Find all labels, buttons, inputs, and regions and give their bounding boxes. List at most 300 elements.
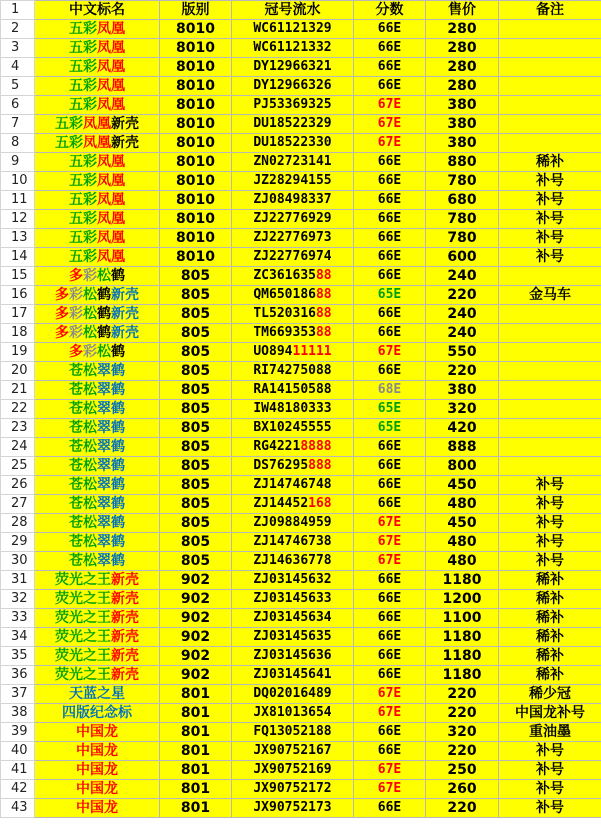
version-cell[interactable]: 805 — [160, 400, 232, 419]
row-number[interactable]: 9 — [1, 153, 35, 172]
name-cell[interactable] — [35, 476, 160, 495]
row-number[interactable]: 1 — [1, 1, 35, 20]
name-cell[interactable] — [35, 153, 160, 172]
row-number[interactable]: 37 — [1, 685, 35, 704]
note-cell[interactable]: 补号 — [499, 229, 601, 248]
serial-cell[interactable] — [232, 476, 354, 495]
serial-cell[interactable] — [232, 39, 354, 58]
note-cell[interactable]: 补号 — [499, 191, 601, 210]
row-number[interactable]: 30 — [1, 552, 35, 571]
header-cell-price[interactable]: 售价 — [426, 1, 499, 20]
score-cell[interactable] — [354, 457, 426, 476]
note-cell[interactable]: 稀补 — [499, 590, 601, 609]
note-cell[interactable]: 补号 — [499, 780, 601, 799]
score-cell[interactable] — [354, 153, 426, 172]
score-cell[interactable] — [354, 647, 426, 666]
serial-cell[interactable] — [232, 799, 354, 818]
price-cell[interactable]: 480 — [426, 495, 499, 514]
version-cell[interactable]: 8010 — [160, 96, 232, 115]
note-cell[interactable]: 稀补 — [499, 628, 601, 647]
score-cell[interactable] — [354, 305, 426, 324]
version-cell[interactable]: 8010 — [160, 229, 232, 248]
name-cell[interactable] — [35, 77, 160, 96]
version-cell[interactable]: 805 — [160, 381, 232, 400]
note-cell[interactable] — [499, 305, 601, 324]
serial-cell[interactable] — [232, 134, 354, 153]
version-cell[interactable]: 902 — [160, 609, 232, 628]
version-cell[interactable]: 801 — [160, 685, 232, 704]
version-cell[interactable]: 902 — [160, 647, 232, 666]
version-cell[interactable]: 8010 — [160, 172, 232, 191]
row-number[interactable]: 39 — [1, 723, 35, 742]
version-cell[interactable]: 8010 — [160, 248, 232, 267]
price-cell[interactable]: 320 — [426, 723, 499, 742]
note-cell[interactable] — [499, 381, 601, 400]
price-cell[interactable]: 220 — [426, 685, 499, 704]
name-cell[interactable] — [35, 210, 160, 229]
serial-cell[interactable] — [232, 742, 354, 761]
note-cell[interactable]: 补号 — [499, 172, 601, 191]
note-cell[interactable]: 稀补 — [499, 647, 601, 666]
note-cell[interactable] — [499, 419, 601, 438]
price-cell[interactable]: 1200 — [426, 590, 499, 609]
serial-cell[interactable] — [232, 172, 354, 191]
note-cell[interactable] — [499, 362, 601, 381]
name-cell[interactable] — [35, 704, 160, 723]
score-cell[interactable] — [354, 419, 426, 438]
row-number[interactable]: 43 — [1, 799, 35, 818]
serial-cell[interactable] — [232, 267, 354, 286]
row-number[interactable]: 12 — [1, 210, 35, 229]
price-cell[interactable]: 250 — [426, 761, 499, 780]
note-cell[interactable]: 补号 — [499, 761, 601, 780]
score-cell[interactable] — [354, 761, 426, 780]
price-cell[interactable]: 880 — [426, 153, 499, 172]
serial-cell[interactable] — [232, 780, 354, 799]
serial-cell[interactable] — [232, 495, 354, 514]
version-cell[interactable]: 902 — [160, 628, 232, 647]
version-cell[interactable]: 805 — [160, 495, 232, 514]
name-cell[interactable] — [35, 685, 160, 704]
header-cell-serial[interactable]: 冠号流水 — [232, 1, 354, 20]
name-cell[interactable] — [35, 780, 160, 799]
score-cell[interactable] — [354, 362, 426, 381]
name-cell[interactable] — [35, 39, 160, 58]
price-cell[interactable]: 240 — [426, 305, 499, 324]
score-cell[interactable] — [354, 191, 426, 210]
row-number[interactable]: 34 — [1, 628, 35, 647]
price-cell[interactable]: 280 — [426, 58, 499, 77]
row-number[interactable]: 29 — [1, 533, 35, 552]
version-cell[interactable]: 805 — [160, 419, 232, 438]
name-cell[interactable] — [35, 457, 160, 476]
score-cell[interactable] — [354, 39, 426, 58]
row-number[interactable]: 8 — [1, 134, 35, 153]
serial-cell[interactable] — [232, 77, 354, 96]
row-number[interactable]: 19 — [1, 343, 35, 362]
version-cell[interactable]: 805 — [160, 514, 232, 533]
score-cell[interactable] — [354, 96, 426, 115]
score-cell[interactable] — [354, 438, 426, 457]
row-number[interactable]: 13 — [1, 229, 35, 248]
name-cell[interactable] — [35, 115, 160, 134]
name-cell[interactable] — [35, 343, 160, 362]
row-number[interactable]: 11 — [1, 191, 35, 210]
note-cell[interactable] — [499, 39, 601, 58]
name-cell[interactable] — [35, 495, 160, 514]
note-cell[interactable]: 补号 — [499, 742, 601, 761]
note-cell[interactable]: 稀补 — [499, 609, 601, 628]
row-number[interactable]: 28 — [1, 514, 35, 533]
score-cell[interactable] — [354, 267, 426, 286]
note-cell[interactable]: 补号 — [499, 495, 601, 514]
price-cell[interactable]: 240 — [426, 267, 499, 286]
price-cell[interactable]: 450 — [426, 476, 499, 495]
score-cell[interactable] — [354, 495, 426, 514]
name-cell[interactable] — [35, 742, 160, 761]
row-number[interactable]: 5 — [1, 77, 35, 96]
name-cell[interactable] — [35, 134, 160, 153]
note-cell[interactable]: 补号 — [499, 210, 601, 229]
note-cell[interactable]: 补号 — [499, 514, 601, 533]
price-cell[interactable]: 220 — [426, 742, 499, 761]
row-number[interactable]: 41 — [1, 761, 35, 780]
name-cell[interactable] — [35, 286, 160, 305]
row-number[interactable]: 16 — [1, 286, 35, 305]
version-cell[interactable]: 8010 — [160, 39, 232, 58]
score-cell[interactable] — [354, 210, 426, 229]
version-cell[interactable]: 902 — [160, 666, 232, 685]
name-cell[interactable] — [35, 229, 160, 248]
version-cell[interactable]: 8010 — [160, 191, 232, 210]
name-cell[interactable] — [35, 191, 160, 210]
row-number[interactable]: 33 — [1, 609, 35, 628]
score-cell[interactable] — [354, 324, 426, 343]
row-number[interactable]: 14 — [1, 248, 35, 267]
version-cell[interactable]: 805 — [160, 457, 232, 476]
note-cell[interactable]: 稀补 — [499, 571, 601, 590]
note-cell[interactable]: 补号 — [499, 248, 601, 267]
name-cell[interactable] — [35, 552, 160, 571]
note-cell[interactable]: 补号 — [499, 552, 601, 571]
name-cell[interactable] — [35, 419, 160, 438]
row-number[interactable]: 23 — [1, 419, 35, 438]
price-cell[interactable]: 240 — [426, 324, 499, 343]
serial-cell[interactable] — [232, 286, 354, 305]
row-number[interactable]: 17 — [1, 305, 35, 324]
row-number[interactable]: 2 — [1, 20, 35, 39]
price-cell[interactable]: 550 — [426, 343, 499, 362]
note-cell[interactable]: 重油墨 — [499, 723, 601, 742]
score-cell[interactable] — [354, 533, 426, 552]
row-number[interactable]: 7 — [1, 115, 35, 134]
row-number[interactable]: 26 — [1, 476, 35, 495]
score-cell[interactable] — [354, 134, 426, 153]
version-cell[interactable]: 805 — [160, 476, 232, 495]
score-cell[interactable] — [354, 571, 426, 590]
price-cell[interactable]: 380 — [426, 381, 499, 400]
version-cell[interactable]: 805 — [160, 552, 232, 571]
name-cell[interactable] — [35, 362, 160, 381]
score-cell[interactable] — [354, 723, 426, 742]
score-cell[interactable] — [354, 20, 426, 39]
price-cell[interactable]: 780 — [426, 210, 499, 229]
note-cell[interactable]: 稀补 — [499, 666, 601, 685]
note-cell[interactable] — [499, 438, 601, 457]
note-cell[interactable]: 中国龙补号 — [499, 704, 601, 723]
score-cell[interactable] — [354, 799, 426, 818]
version-cell[interactable]: 8010 — [160, 134, 232, 153]
price-cell[interactable]: 220 — [426, 799, 499, 818]
price-cell[interactable]: 380 — [426, 134, 499, 153]
name-cell[interactable] — [35, 761, 160, 780]
note-cell[interactable] — [499, 134, 601, 153]
price-cell[interactable]: 480 — [426, 552, 499, 571]
price-cell[interactable]: 220 — [426, 286, 499, 305]
price-cell[interactable]: 380 — [426, 96, 499, 115]
price-cell[interactable]: 1180 — [426, 647, 499, 666]
serial-cell[interactable] — [232, 191, 354, 210]
price-cell[interactable]: 380 — [426, 115, 499, 134]
version-cell[interactable]: 801 — [160, 742, 232, 761]
serial-cell[interactable] — [232, 305, 354, 324]
version-cell[interactable]: 805 — [160, 533, 232, 552]
serial-cell[interactable] — [232, 685, 354, 704]
serial-cell[interactable] — [232, 552, 354, 571]
serial-cell[interactable] — [232, 400, 354, 419]
row-number[interactable]: 36 — [1, 666, 35, 685]
row-number[interactable]: 15 — [1, 267, 35, 286]
name-cell[interactable] — [35, 324, 160, 343]
version-cell[interactable]: 902 — [160, 590, 232, 609]
version-cell[interactable]: 805 — [160, 343, 232, 362]
serial-cell[interactable] — [232, 229, 354, 248]
serial-cell[interactable] — [232, 457, 354, 476]
name-cell[interactable] — [35, 647, 160, 666]
score-cell[interactable] — [354, 343, 426, 362]
serial-cell[interactable] — [232, 96, 354, 115]
note-cell[interactable] — [499, 96, 601, 115]
serial-cell[interactable] — [232, 628, 354, 647]
version-cell[interactable]: 8010 — [160, 77, 232, 96]
name-cell[interactable] — [35, 381, 160, 400]
score-cell[interactable] — [354, 780, 426, 799]
serial-cell[interactable] — [232, 58, 354, 77]
price-cell[interactable]: 280 — [426, 77, 499, 96]
price-cell[interactable]: 480 — [426, 533, 499, 552]
price-cell[interactable]: 1180 — [426, 628, 499, 647]
version-cell[interactable]: 8010 — [160, 153, 232, 172]
score-cell[interactable] — [354, 628, 426, 647]
serial-cell[interactable] — [232, 343, 354, 362]
version-cell[interactable]: 801 — [160, 799, 232, 818]
row-number[interactable]: 18 — [1, 324, 35, 343]
row-number[interactable]: 3 — [1, 39, 35, 58]
row-number[interactable]: 24 — [1, 438, 35, 457]
price-cell[interactable]: 280 — [426, 39, 499, 58]
note-cell[interactable]: 补号 — [499, 533, 601, 552]
score-cell[interactable] — [354, 704, 426, 723]
version-cell[interactable]: 8010 — [160, 58, 232, 77]
header-cell-version[interactable]: 版别 — [160, 1, 232, 20]
note-cell[interactable] — [499, 457, 601, 476]
score-cell[interactable] — [354, 609, 426, 628]
serial-cell[interactable] — [232, 248, 354, 267]
row-number[interactable]: 35 — [1, 647, 35, 666]
version-cell[interactable]: 801 — [160, 780, 232, 799]
name-cell[interactable] — [35, 628, 160, 647]
note-cell[interactable] — [499, 20, 601, 39]
row-number[interactable]: 6 — [1, 96, 35, 115]
note-cell[interactable]: 金马车 — [499, 286, 601, 305]
serial-cell[interactable] — [232, 761, 354, 780]
serial-cell[interactable] — [232, 571, 354, 590]
score-cell[interactable] — [354, 590, 426, 609]
note-cell[interactable] — [499, 267, 601, 286]
note-cell[interactable] — [499, 343, 601, 362]
name-cell[interactable] — [35, 799, 160, 818]
note-cell[interactable]: 稀少冠 — [499, 685, 601, 704]
version-cell[interactable]: 805 — [160, 267, 232, 286]
price-cell[interactable]: 680 — [426, 191, 499, 210]
serial-cell[interactable] — [232, 20, 354, 39]
serial-cell[interactable] — [232, 666, 354, 685]
score-cell[interactable] — [354, 115, 426, 134]
score-cell[interactable] — [354, 552, 426, 571]
serial-cell[interactable] — [232, 362, 354, 381]
note-cell[interactable] — [499, 324, 601, 343]
name-cell[interactable] — [35, 96, 160, 115]
version-cell[interactable]: 805 — [160, 286, 232, 305]
price-cell[interactable]: 450 — [426, 514, 499, 533]
name-cell[interactable] — [35, 666, 160, 685]
serial-cell[interactable] — [232, 381, 354, 400]
row-number[interactable]: 31 — [1, 571, 35, 590]
score-cell[interactable] — [354, 685, 426, 704]
note-cell[interactable] — [499, 58, 601, 77]
version-cell[interactable]: 801 — [160, 704, 232, 723]
note-cell[interactable]: 稀补 — [499, 153, 601, 172]
serial-cell[interactable] — [232, 704, 354, 723]
price-cell[interactable]: 220 — [426, 704, 499, 723]
row-number[interactable]: 25 — [1, 457, 35, 476]
name-cell[interactable] — [35, 305, 160, 324]
version-cell[interactable]: 8010 — [160, 20, 232, 39]
price-cell[interactable]: 220 — [426, 362, 499, 381]
serial-cell[interactable] — [232, 647, 354, 666]
header-cell-note[interactable]: 备注 — [499, 1, 601, 20]
row-number[interactable]: 22 — [1, 400, 35, 419]
row-number[interactable]: 20 — [1, 362, 35, 381]
row-number[interactable]: 10 — [1, 172, 35, 191]
note-cell[interactable]: 补号 — [499, 476, 601, 495]
name-cell[interactable] — [35, 58, 160, 77]
price-cell[interactable]: 280 — [426, 20, 499, 39]
version-cell[interactable]: 805 — [160, 324, 232, 343]
name-cell[interactable] — [35, 267, 160, 286]
price-cell[interactable]: 600 — [426, 248, 499, 267]
row-number[interactable]: 21 — [1, 381, 35, 400]
serial-cell[interactable] — [232, 153, 354, 172]
row-number[interactable]: 27 — [1, 495, 35, 514]
price-cell[interactable]: 260 — [426, 780, 499, 799]
score-cell[interactable] — [354, 381, 426, 400]
serial-cell[interactable] — [232, 590, 354, 609]
name-cell[interactable] — [35, 609, 160, 628]
serial-cell[interactable] — [232, 609, 354, 628]
price-cell[interactable]: 1180 — [426, 666, 499, 685]
score-cell[interactable] — [354, 229, 426, 248]
price-cell[interactable]: 888 — [426, 438, 499, 457]
serial-cell[interactable] — [232, 438, 354, 457]
serial-cell[interactable] — [232, 514, 354, 533]
score-cell[interactable] — [354, 248, 426, 267]
version-cell[interactable]: 805 — [160, 305, 232, 324]
name-cell[interactable] — [35, 248, 160, 267]
version-cell[interactable]: 805 — [160, 438, 232, 457]
row-number[interactable]: 32 — [1, 590, 35, 609]
name-cell[interactable] — [35, 514, 160, 533]
name-cell[interactable] — [35, 172, 160, 191]
version-cell[interactable]: 801 — [160, 761, 232, 780]
name-cell[interactable] — [35, 400, 160, 419]
price-cell[interactable]: 800 — [426, 457, 499, 476]
row-number[interactable]: 4 — [1, 58, 35, 77]
name-cell[interactable] — [35, 590, 160, 609]
version-cell[interactable]: 805 — [160, 362, 232, 381]
price-cell[interactable]: 780 — [426, 229, 499, 248]
score-cell[interactable] — [354, 400, 426, 419]
note-cell[interactable] — [499, 400, 601, 419]
score-cell[interactable] — [354, 77, 426, 96]
row-number[interactable]: 42 — [1, 780, 35, 799]
price-cell[interactable]: 1180 — [426, 571, 499, 590]
name-cell[interactable] — [35, 571, 160, 590]
serial-cell[interactable] — [232, 419, 354, 438]
serial-cell[interactable] — [232, 210, 354, 229]
price-cell[interactable]: 1100 — [426, 609, 499, 628]
note-cell[interactable] — [499, 115, 601, 134]
name-cell[interactable] — [35, 20, 160, 39]
row-number[interactable]: 38 — [1, 704, 35, 723]
name-cell[interactable] — [35, 533, 160, 552]
serial-cell[interactable] — [232, 115, 354, 134]
note-cell[interactable]: 补号 — [499, 799, 601, 818]
score-cell[interactable] — [354, 286, 426, 305]
version-cell[interactable]: 8010 — [160, 210, 232, 229]
score-cell[interactable] — [354, 476, 426, 495]
version-cell[interactable]: 8010 — [160, 115, 232, 134]
header-cell-score[interactable]: 分数 — [354, 1, 426, 20]
serial-cell[interactable] — [232, 324, 354, 343]
score-cell[interactable] — [354, 742, 426, 761]
score-cell[interactable] — [354, 172, 426, 191]
row-number[interactable]: 40 — [1, 742, 35, 761]
score-cell[interactable] — [354, 58, 426, 77]
header-cell-name[interactable]: 中文标名 — [35, 1, 160, 20]
score-cell[interactable] — [354, 666, 426, 685]
name-cell[interactable] — [35, 723, 160, 742]
version-cell[interactable]: 801 — [160, 723, 232, 742]
score-cell[interactable] — [354, 514, 426, 533]
price-cell[interactable]: 320 — [426, 400, 499, 419]
name-cell[interactable] — [35, 438, 160, 457]
note-cell[interactable] — [499, 77, 601, 96]
price-cell[interactable]: 780 — [426, 172, 499, 191]
serial-cell[interactable] — [232, 533, 354, 552]
version-cell[interactable]: 902 — [160, 571, 232, 590]
price-cell[interactable]: 420 — [426, 419, 499, 438]
